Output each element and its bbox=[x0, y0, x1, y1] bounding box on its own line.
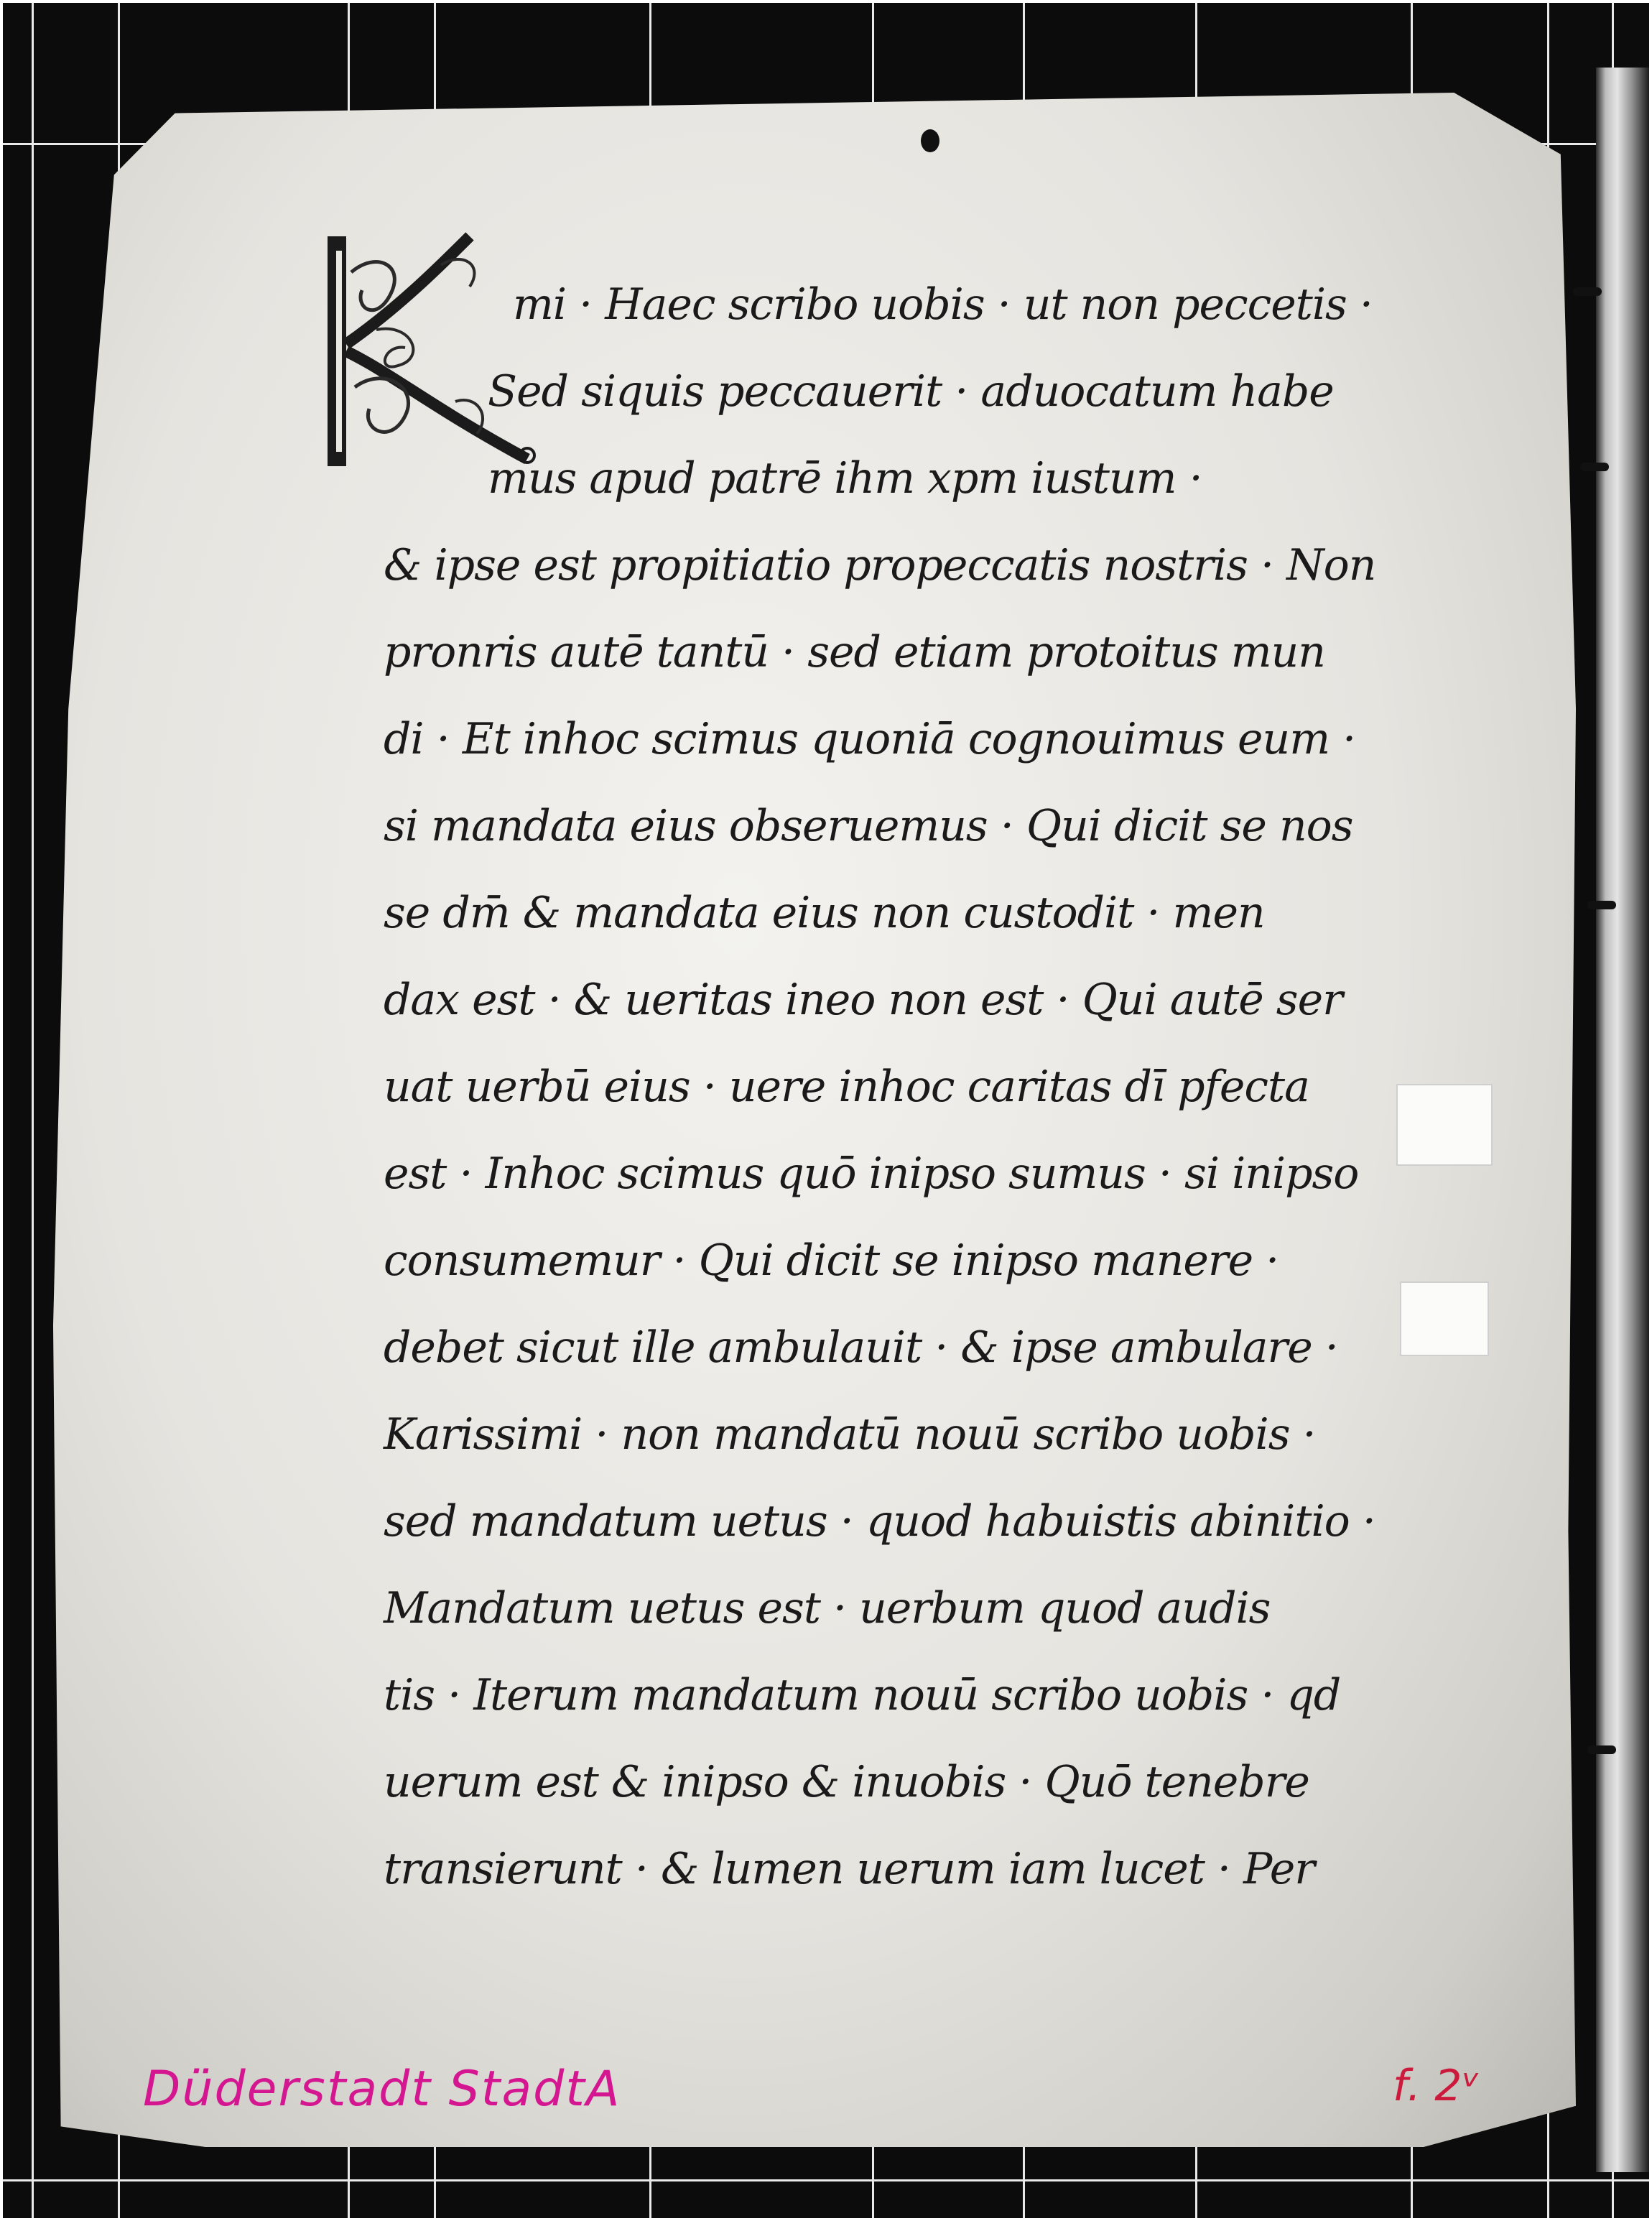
parchment-hole bbox=[921, 129, 939, 152]
binding-pin bbox=[1580, 463, 1609, 471]
grid-line bbox=[32, 3, 34, 2218]
manuscript-line: si mandata eius obseruemus · Qui dicit se nos bbox=[384, 801, 1353, 851]
manuscript-line: debet sicut ille ambulauit · & ipse ambulare · bbox=[384, 1322, 1338, 1373]
manuscript-photograph bbox=[3, 3, 1649, 2218]
manuscript-line: Karissimi · non mandatū nouū scribo uobis · bbox=[384, 1409, 1316, 1460]
manuscript-text bbox=[384, 261, 1439, 1913]
manuscript-line: di · Et inhoc scimus quoniā cognouimus eum · bbox=[384, 714, 1356, 764]
manuscript-line: mus apud patrē ihm xpm iustum · bbox=[488, 453, 1202, 504]
manuscript-line: uat uerbū eius · uere inhoc caritas dī pfecta bbox=[384, 1062, 1309, 1112]
manuscript-line: mi · Haec scribo uobis · ut non peccetis · bbox=[513, 279, 1373, 330]
manuscript-line: est · Inhoc scimus quō inipso sumus · si inipso bbox=[384, 1149, 1359, 1199]
binding-pin bbox=[1587, 901, 1616, 909]
adjacent-folio-edge bbox=[1596, 68, 1649, 2172]
manuscript-line: uerum est & inipso & inuobis · Quō tenebre bbox=[384, 1757, 1309, 1807]
manuscript-line: consumemur · Qui dicit se inipso manere · bbox=[384, 1235, 1279, 1286]
manuscript-line: pronris autē tantū · sed etiam protoitus mun bbox=[384, 627, 1325, 677]
manuscript-line: dax est · & ueritas ineo non est · Qui autē ser bbox=[384, 975, 1342, 1025]
manuscript-line: se dm̄ & mandata eius non custodit · men bbox=[384, 888, 1265, 938]
manuscript-line: tis · Iterum mandatum nouū scribo uobis · qd bbox=[384, 1670, 1341, 1720]
binding-pin bbox=[1587, 1745, 1616, 1754]
manuscript-line: Mandatum uetus est · uerbum quod audis bbox=[384, 1583, 1271, 1633]
manuscript-line: & ipse est propitiatio propeccatis nostris · Non bbox=[384, 540, 1376, 590]
manuscript-line: transierunt · & lumen uerum iam lucet · Per bbox=[384, 1844, 1314, 1894]
manuscript-line: Sed siquis peccauerit · aduocatum habe bbox=[488, 366, 1334, 417]
manuscript-line: sed mandatum uetus · quod habuistis abinitio · bbox=[384, 1496, 1375, 1547]
binding-pin bbox=[1573, 287, 1602, 296]
folio-number-annotation: f. 2ᵛ bbox=[1393, 2061, 1480, 2111]
archive-annotation: Düderstadt StadtA bbox=[143, 2061, 621, 2118]
grid-line bbox=[3, 2179, 1649, 2181]
